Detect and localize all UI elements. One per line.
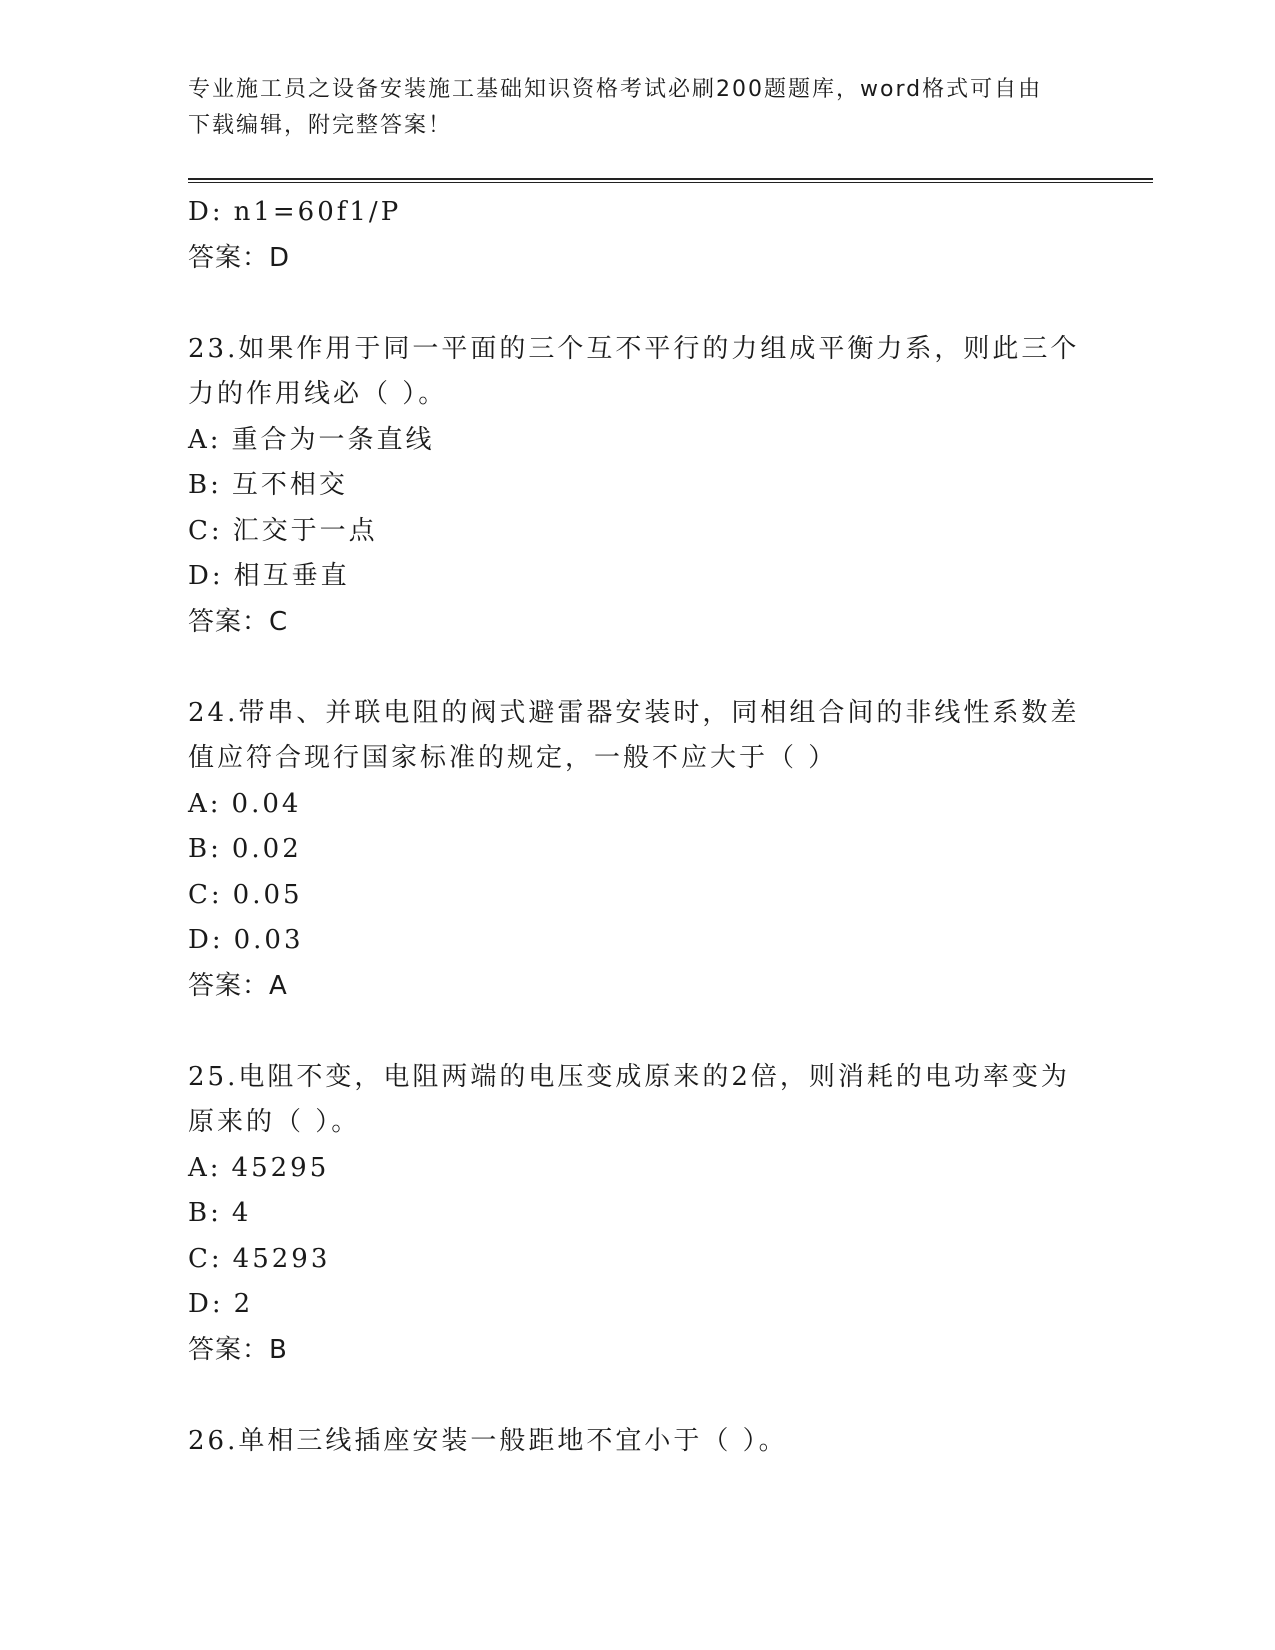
answer-line: 答案：A	[188, 970, 288, 1001]
option-text: 45293	[232, 1243, 331, 1274]
option-b	[188, 827, 1088, 873]
option-label: A:	[188, 1152, 222, 1183]
option-text: 4	[231, 1198, 252, 1228]
option-b	[188, 463, 1088, 509]
option-c	[188, 1237, 1088, 1283]
option-d	[188, 1282, 1088, 1328]
question-text: 23.如果作用于同一平面的三个互不平行的力组成平衡力系，则此三个力的作用线必（ ）。	[188, 333, 1080, 409]
answer-line: 答案：D	[188, 242, 291, 273]
answer-line: 答案：B	[188, 1334, 288, 1365]
option-text: 0.03	[233, 925, 304, 955]
option-label: B:	[188, 470, 222, 500]
option-b	[188, 1191, 1088, 1237]
option-a	[188, 782, 1088, 828]
option-label: C:	[188, 1243, 223, 1274]
option-text: 汇交于一点	[232, 515, 378, 546]
option-text: 0.02	[231, 834, 302, 864]
option-text: 0.04	[231, 788, 302, 819]
option-label: D:	[188, 1289, 224, 1319]
option-text: 45295	[231, 1152, 330, 1183]
option-d	[188, 190, 1088, 236]
question-text: 26.单相三线插座安装一般距地不宜小于（ ）。	[188, 1425, 788, 1456]
option-text: 0.05	[232, 879, 303, 910]
document-content	[188, 190, 1088, 1464]
option-label: D:	[188, 561, 224, 591]
question-text: 24.带串、并联电阻的阀式避雷器安装时，同相组合间的非线性系数差值应符合现行国家标准的规定，一般不应大于（ ）	[188, 697, 1080, 773]
option-text: 互不相交	[231, 470, 348, 500]
answer-line: 答案：C	[188, 606, 289, 637]
option-d	[188, 918, 1088, 964]
option-label: B:	[188, 834, 222, 864]
question-text: 25.电阻不变，电阻两端的电压变成原来的2倍，则消耗的电功率变为原来的（ ）。	[188, 1061, 1070, 1137]
option-label: D:	[188, 925, 224, 955]
document-header-title: 专业施工员之设备安装施工基础知识资格考试必刷200题题库，word格式可自由下载编辑，附完整答案！	[188, 77, 1043, 138]
option-text: 相互垂直	[233, 561, 350, 591]
option-label: B:	[188, 1198, 222, 1228]
option-label: A:	[188, 424, 222, 455]
option-text: 重合为一条直线	[231, 424, 435, 455]
option-label: C:	[188, 879, 223, 910]
option-label: A:	[188, 788, 222, 819]
option-a	[188, 418, 1088, 464]
option-d	[188, 554, 1088, 600]
option-text: 2	[233, 1289, 254, 1319]
header-divider	[188, 178, 1153, 183]
option-c	[188, 509, 1088, 555]
option-label: D:	[188, 197, 224, 227]
option-c	[188, 873, 1088, 919]
option-text: n1=60f1/P	[233, 197, 402, 227]
option-label: C:	[188, 515, 223, 546]
option-a	[188, 1146, 1088, 1192]
